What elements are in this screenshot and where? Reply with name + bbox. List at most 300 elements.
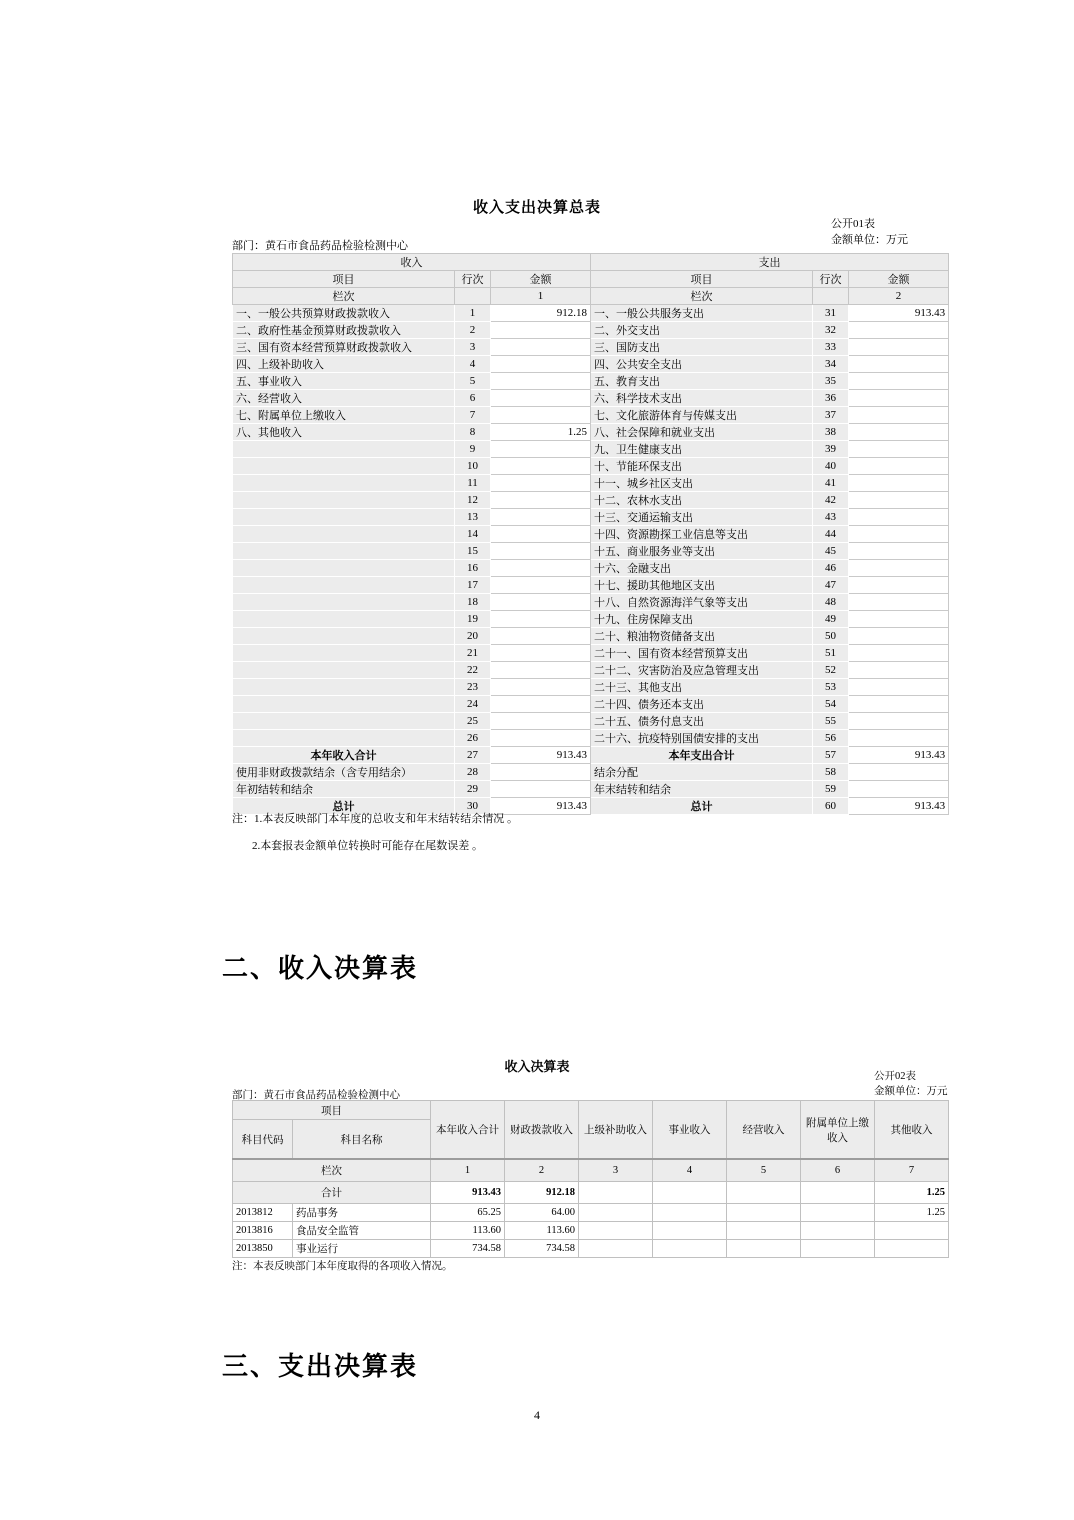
subject-name-cell: 事业运行 [293,1240,431,1258]
col-institutional-income: 事业收入 [653,1101,727,1160]
summary-section-header-row [233,254,949,271]
expense-amount-cell [849,475,949,492]
income-lanci-empty [455,288,491,305]
summary-table-row [233,611,949,628]
income-amount-cell [491,594,591,611]
income-item-cell: 七、附属单位上缴收入 [233,407,455,424]
income-item-cell [233,441,455,458]
income-amount-cell [491,628,591,645]
income-section-header: 收入 [233,254,591,271]
income-value-cell: 65.25 [431,1204,505,1222]
expense-line-cell: 39 [813,441,849,458]
expense-amount-cell [849,356,949,373]
expense-item-cell: 二十三、其他支出 [591,679,813,696]
summary-table-row [233,645,949,662]
income-line-cell: 21 [455,645,491,662]
expense-item-cell: 二十五、债务付息支出 [591,713,813,730]
expense-amount-cell [849,577,949,594]
expense-amount-cell [849,679,949,696]
income-item-cell: 八、其他收入 [233,424,455,441]
summary-table-row [233,577,949,594]
expense-line-cell: 59 [813,781,849,798]
income-value-cell [727,1204,801,1222]
summary-table-row [233,305,949,322]
summary-table-row [233,560,949,577]
expense-item-cell: 十一、城乡社区支出 [591,475,813,492]
income-line-cell: 23 [455,679,491,696]
income-line-cell: 16 [455,560,491,577]
income-line-cell: 29 [455,781,491,798]
project-header: 项目 [233,1101,431,1120]
expense-item-cell: 二十、粮油物资储备支出 [591,628,813,645]
expense-line-cell: 50 [813,628,849,645]
income-line-cell: 7 [455,407,491,424]
summary-table-row [233,390,949,407]
summary-table-row [233,509,949,526]
expense-item-cell: 二十二、灾害防治及应急管理支出 [591,662,813,679]
income-total-row [233,1182,949,1204]
expense-lanci-label: 栏次 [591,288,813,305]
expense-amount-cell [849,628,949,645]
expense-column-number: 2 [849,288,949,305]
income-value-cell [727,1222,801,1240]
summary-table-title: 收入支出决算总表 [472,199,601,216]
expense-item-cell: 三、国防支出 [591,339,813,356]
summary-note-2: 2.本套报表金额单位转换时可能存在尾数误差 。 [252,840,483,852]
income-amount-cell [491,543,591,560]
income-line-cell: 8 [455,424,491,441]
expense-item-cell: 二十六、抗疫特别国债安排的支出 [591,730,813,747]
income-line-cell: 10 [455,458,491,475]
income-table-meta [874,1069,948,1099]
expense-amount-cell [849,407,949,424]
total-value: 1.25 [875,1182,949,1204]
subject-code-cell: 2013850 [233,1240,293,1258]
income-item-cell: 二、政府性基金预算财政拨款收入 [233,322,455,339]
expense-line-cell: 34 [813,356,849,373]
expense-amount-header: 金额 [849,271,949,288]
summary-table-row [233,679,949,696]
income-item-cell [233,577,455,594]
col-other-income: 其他收入 [875,1101,949,1160]
expense-item-cell: 总计 [591,798,813,815]
income-item-cell: 使用非财政拨款结余（含专用结余） [233,764,455,781]
income-item-cell: 总计 [233,798,455,815]
total-value [801,1182,875,1204]
expense-line-cell: 58 [813,764,849,781]
income-amount-cell: 912.18 [491,305,591,322]
expense-line-cell: 33 [813,339,849,356]
income-table-title: 收入决算表 [504,1059,570,1074]
income-header-row-1 [233,1101,949,1120]
col-fiscal-appropriation: 财政拨款收入 [505,1101,579,1160]
subject-name-header: 科目名称 [293,1120,431,1160]
expense-line-cell: 35 [813,373,849,390]
income-line-cell: 20 [455,628,491,645]
income-table-row [233,1204,949,1222]
expense-amount-cell [849,781,949,798]
income-item-cell [233,543,455,560]
income-line-cell: 24 [455,696,491,713]
income-lanci-row [233,1159,949,1182]
income-line-cell: 4 [455,356,491,373]
expense-amount-cell [849,696,949,713]
income-amount-cell [491,526,591,543]
summary-table-row [233,441,949,458]
summary-lanci-row [233,288,949,305]
summary-table-row [233,373,949,390]
income-lanci-label: 栏次 [233,288,455,305]
lanci-4: 4 [653,1159,727,1182]
expense-item-cell: 十、节能环保支出 [591,458,813,475]
expense-line-cell: 32 [813,322,849,339]
income-amount-cell [491,662,591,679]
income-item-cell: 六、经营收入 [233,390,455,407]
expense-amount-cell [849,764,949,781]
income-line-cell: 6 [455,390,491,407]
expense-line-cell: 42 [813,492,849,509]
income-amount-cell [491,407,591,424]
summary-notes [232,806,518,860]
summary-table-row [233,747,949,764]
expense-item-cell: 十八、自然资源海洋气象等支出 [591,594,813,611]
income-amount-cell [491,373,591,390]
income-amount-cell [491,458,591,475]
income-department: 部门：黄石市食品药品检验检测中心 [232,1090,400,1101]
summary-column-header-row [233,271,949,288]
income-line-cell: 5 [455,373,491,390]
income-amount-header: 金额 [491,271,591,288]
total-label: 合计 [233,1182,431,1204]
expense-item-cell: 十二、农林水支出 [591,492,813,509]
income-item-cell: 本年收入合计 [233,747,455,764]
expense-line-cell: 53 [813,679,849,696]
income-item-cell: 四、上级补助收入 [233,356,455,373]
col-total-income: 本年收入合计 [431,1101,505,1160]
summary-table-row [233,764,949,781]
expense-item-cell: 二、外交支出 [591,322,813,339]
expense-amount-cell [849,424,949,441]
income-line-cell: 1 [455,305,491,322]
income-item-cell [233,611,455,628]
income-item-cell [233,628,455,645]
summary-department: 部门：黄石市食品药品检验检测中心 [232,240,408,252]
summary-unit-label: 金额单位：万元 [831,234,908,246]
income-line-cell: 26 [455,730,491,747]
income-amount-cell [491,492,591,509]
expense-amount-cell [849,662,949,679]
expense-amount-cell [849,339,949,356]
income-amount-cell [491,645,591,662]
expense-item-cell: 十六、金融支出 [591,560,813,577]
income-item-cell: 五、事业收入 [233,373,455,390]
income-line-header: 行次 [455,271,491,288]
summary-table-row [233,339,949,356]
summary-table-row [233,407,949,424]
expense-line-cell: 47 [813,577,849,594]
summary-table-row [233,458,949,475]
income-item-cell [233,509,455,526]
expense-line-cell: 51 [813,645,849,662]
subject-code-cell: 2013812 [233,1204,293,1222]
expense-item-cell: 二十四、债务还本支出 [591,696,813,713]
summary-table-row [233,662,949,679]
income-line-cell: 12 [455,492,491,509]
expense-amount-cell [849,645,949,662]
expense-amount-cell: 913.43 [849,798,949,815]
income-amount-cell [491,339,591,356]
expense-amount-cell [849,560,949,577]
summary-table-row [233,594,949,611]
lanci-label: 栏次 [233,1159,431,1182]
income-item-cell [233,679,455,696]
income-value-cell: 64.00 [505,1204,579,1222]
income-line-cell: 11 [455,475,491,492]
expense-line-cell: 52 [813,662,849,679]
summary-table-row [233,475,949,492]
income-column-number: 1 [491,288,591,305]
expense-item-cell: 九、卫生健康支出 [591,441,813,458]
expense-line-cell: 44 [813,526,849,543]
expense-item-cell: 六、科学技术支出 [591,390,813,407]
income-line-cell: 28 [455,764,491,781]
income-line-cell: 2 [455,322,491,339]
income-value-cell: 113.60 [431,1222,505,1240]
lanci-2: 2 [505,1159,579,1182]
expense-amount-cell [849,611,949,628]
expense-line-cell: 57 [813,747,849,764]
income-value-cell [653,1240,727,1258]
income-amount-cell [491,390,591,407]
expense-item-header: 项目 [591,271,813,288]
expense-line-cell: 41 [813,475,849,492]
summary-table-row [233,628,949,645]
lanci-5: 5 [727,1159,801,1182]
income-table-note: 注：本表反映部门本年度取得的各项收入情况。 [232,1261,453,1272]
income-item-cell: 一、一般公共预算财政拨款收入 [233,305,455,322]
col-subordinate-remittance: 附属单位上缴收入 [801,1101,875,1160]
income-line-cell: 25 [455,713,491,730]
expense-item-cell: 十三、交通运输支出 [591,509,813,526]
income-amount-cell: 1.25 [491,424,591,441]
expense-item-cell: 年末结转和结余 [591,781,813,798]
income-amount-cell [491,611,591,628]
income-value-cell [801,1204,875,1222]
expense-item-cell: 七、文化旅游体育与传媒支出 [591,407,813,424]
income-table-row [233,1222,949,1240]
expense-amount-cell [849,509,949,526]
col-operating-income: 经营收入 [727,1101,801,1160]
expense-amount-cell [849,492,949,509]
summary-form-code: 公开01表 [831,218,875,230]
income-item-cell [233,526,455,543]
expense-line-cell: 60 [813,798,849,815]
income-amount-cell [491,441,591,458]
income-value-cell [579,1204,653,1222]
income-value-cell [875,1240,949,1258]
income-form-code: 公开02表 [874,1071,916,1082]
expense-amount-cell: 913.43 [849,305,949,322]
summary-table-row [233,526,949,543]
income-value-cell: 113.60 [505,1222,579,1240]
expense-section-header: 支出 [591,254,949,271]
expense-item-cell: 结余分配 [591,764,813,781]
income-amount-cell [491,764,591,781]
total-value: 913.43 [431,1182,505,1204]
income-line-cell: 30 [455,798,491,815]
income-item-header: 项目 [233,271,455,288]
expense-amount-cell [849,322,949,339]
income-amount-cell [491,509,591,526]
summary-table-row [233,713,949,730]
summary-note-1: 注：1.本表反映部门本年度的总收支和年末结转结余情况 。 [232,813,518,825]
expense-line-cell: 54 [813,696,849,713]
income-value-cell [801,1240,875,1258]
expense-line-cell: 45 [813,543,849,560]
subject-code-header: 科目代码 [233,1120,293,1160]
income-value-cell: 734.58 [505,1240,579,1258]
income-amount-cell [491,475,591,492]
expense-amount-cell [849,373,949,390]
expense-item-cell: 十四、资源勘探工业信息等支出 [591,526,813,543]
summary-table-row [233,781,949,798]
income-line-cell: 17 [455,577,491,594]
section-heading-income-table: 二、收入决算表 [222,953,419,983]
expense-line-cell: 36 [813,390,849,407]
total-value: 912.18 [505,1182,579,1204]
expense-line-cell: 31 [813,305,849,322]
section-heading-expense-table: 三、支出决算表 [222,1351,419,1381]
summary-table-row [233,492,949,509]
income-amount-cell [491,560,591,577]
income-item-cell [233,730,455,747]
expense-line-header: 行次 [813,271,849,288]
income-line-cell: 22 [455,662,491,679]
income-amount-cell [491,781,591,798]
income-item-cell [233,492,455,509]
income-amount-cell [491,322,591,339]
summary-table-row [233,424,949,441]
income-value-cell [801,1222,875,1240]
income-value-cell [579,1240,653,1258]
lanci-7: 7 [875,1159,949,1182]
expense-item-cell: 本年支出合计 [591,747,813,764]
income-item-cell [233,458,455,475]
expense-item-cell: 八、社会保障和就业支出 [591,424,813,441]
expense-amount-cell [849,441,949,458]
income-amount-cell [491,679,591,696]
income-item-cell: 三、国有资本经营预算财政拨款收入 [233,339,455,356]
expense-amount-cell: 913.43 [849,747,949,764]
income-item-cell [233,713,455,730]
page-number: 4 [534,1408,540,1422]
income-item-cell: 年初结转和结余 [233,781,455,798]
lanci-6: 6 [801,1159,875,1182]
income-value-cell [653,1204,727,1222]
expense-line-cell: 37 [813,407,849,424]
income-line-cell: 15 [455,543,491,560]
income-item-cell [233,475,455,492]
income-item-cell [233,645,455,662]
summary-table-row [233,696,949,713]
expense-line-cell: 40 [813,458,849,475]
expense-line-cell: 43 [813,509,849,526]
total-value [727,1182,801,1204]
expense-line-cell: 55 [813,713,849,730]
expense-amount-cell [849,594,949,611]
income-amount-cell [491,356,591,373]
expense-lanci-empty [813,288,849,305]
expense-item-cell: 十七、援助其他地区支出 [591,577,813,594]
income-line-cell: 18 [455,594,491,611]
summary-table-row [233,543,949,560]
subject-name-cell: 药品事务 [293,1204,431,1222]
expense-amount-cell [849,713,949,730]
income-amount-cell [491,577,591,594]
income-line-cell: 14 [455,526,491,543]
summary-table-meta [831,216,908,248]
income-value-cell [875,1222,949,1240]
expense-item-cell: 十五、商业服务业等支出 [591,543,813,560]
expense-amount-cell [849,543,949,560]
income-value-cell: 1.25 [875,1204,949,1222]
expense-item-cell: 四、公共安全支出 [591,356,813,373]
summary-table-row [233,322,949,339]
income-value-cell [653,1222,727,1240]
expense-amount-cell [849,730,949,747]
lanci-1: 1 [431,1159,505,1182]
expense-amount-cell [849,390,949,407]
total-value [579,1182,653,1204]
income-amount-cell [491,696,591,713]
summary-table [232,253,949,815]
income-line-cell: 27 [455,747,491,764]
summary-table-row [233,730,949,747]
expense-amount-cell [849,526,949,543]
subject-name-cell: 食品安全监管 [293,1222,431,1240]
expense-line-cell: 56 [813,730,849,747]
income-item-cell [233,560,455,577]
income-value-cell [579,1222,653,1240]
income-table-row [233,1240,949,1258]
income-amount-cell: 913.43 [491,747,591,764]
expense-line-cell: 49 [813,611,849,628]
summary-table-row [233,356,949,373]
expense-line-cell: 46 [813,560,849,577]
expense-line-cell: 38 [813,424,849,441]
expense-line-cell: 48 [813,594,849,611]
income-item-cell [233,594,455,611]
subject-code-cell: 2013816 [233,1222,293,1240]
income-line-cell: 13 [455,509,491,526]
expense-item-cell: 二十一、国有资本经营预算支出 [591,645,813,662]
income-line-cell: 9 [455,441,491,458]
income-table [232,1100,949,1258]
expense-item-cell: 一、一般公共服务支出 [591,305,813,322]
income-amount-cell: 913.43 [491,798,591,815]
expense-item-cell: 十九、住房保障支出 [591,611,813,628]
total-value [653,1182,727,1204]
income-line-cell: 3 [455,339,491,356]
income-item-cell [233,662,455,679]
income-line-cell: 19 [455,611,491,628]
col-superior-subsidy: 上级补助收入 [579,1101,653,1160]
expense-amount-cell [849,458,949,475]
income-unit-label: 金额单位：万元 [874,1086,948,1097]
income-amount-cell [491,713,591,730]
income-value-cell [727,1240,801,1258]
income-amount-cell [491,730,591,747]
